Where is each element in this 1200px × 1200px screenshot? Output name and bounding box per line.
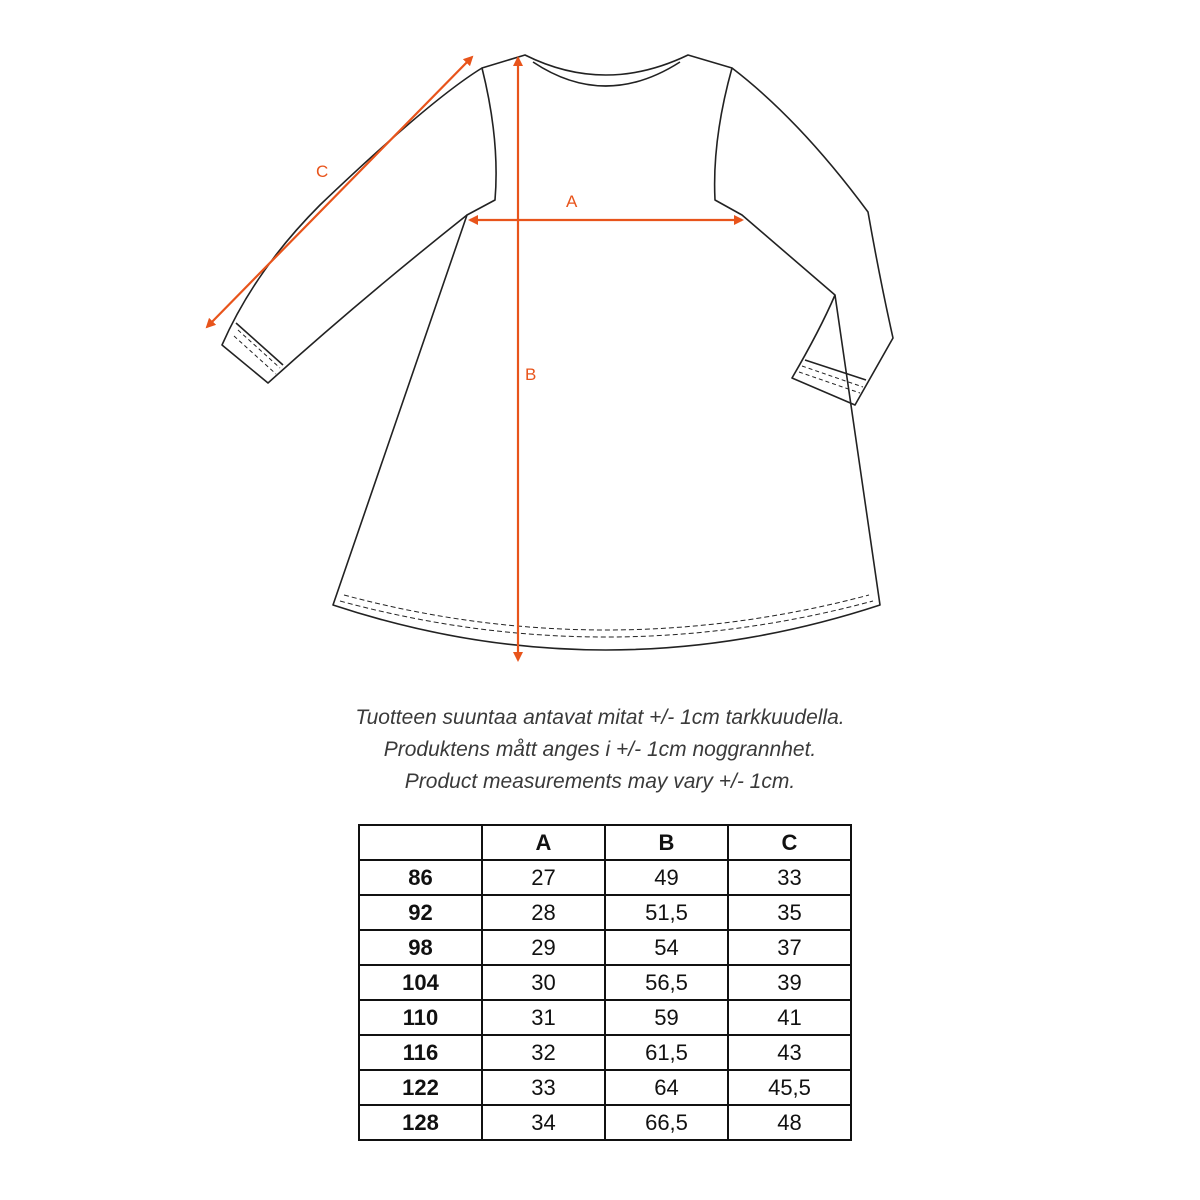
size-cell: 110 xyxy=(359,1000,482,1035)
table-row xyxy=(359,1000,851,1035)
value-cell-b: 59 xyxy=(605,1000,728,1035)
dress-outline xyxy=(222,55,893,650)
left-sleeve-outline xyxy=(222,68,482,383)
header-cell-a: A xyxy=(482,825,605,860)
value-cell-a: 29 xyxy=(482,930,605,965)
value-cell-a: 28 xyxy=(482,895,605,930)
hem-stitch-2 xyxy=(340,601,873,637)
label-c: C xyxy=(316,162,329,181)
label-b: B xyxy=(525,365,537,384)
value-cell-c: 48 xyxy=(728,1105,851,1140)
measurement-disclaimer xyxy=(0,702,1200,798)
size-cell: 104 xyxy=(359,965,482,1000)
value-cell-b: 64 xyxy=(605,1070,728,1105)
measurement-arrows xyxy=(207,57,742,660)
value-cell-b: 54 xyxy=(605,930,728,965)
value-cell-b: 61,5 xyxy=(605,1035,728,1070)
disclaimer-english: Product measurements may vary +/- 1cm. xyxy=(404,770,796,793)
dress-body-outline xyxy=(333,55,880,650)
value-cell-c: 35 xyxy=(728,895,851,930)
disclaimer-swedish: Produktens mått anges i +/- 1cm noggrannhet. xyxy=(383,738,817,761)
table-row xyxy=(359,1105,851,1140)
value-cell-a: 31 xyxy=(482,1000,605,1035)
hem-stitch-1 xyxy=(344,595,869,630)
disclaimer-finnish: Tuotteen suuntaa antavat mitat +/- 1cm tarkkuudella. xyxy=(355,706,845,729)
value-cell-a: 30 xyxy=(482,965,605,1000)
value-cell-c: 37 xyxy=(728,930,851,965)
value-cell-a: 34 xyxy=(482,1105,605,1140)
size-cell: 128 xyxy=(359,1105,482,1140)
header-cell-c: C xyxy=(728,825,851,860)
size-chart-table xyxy=(358,824,852,1141)
value-cell-c: 45,5 xyxy=(728,1070,851,1105)
neckline-band xyxy=(533,62,680,86)
value-cell-b: 56,5 xyxy=(605,965,728,1000)
size-cell: 98 xyxy=(359,930,482,965)
table-row xyxy=(359,860,851,895)
table-row xyxy=(359,1070,851,1105)
left-cuff-line xyxy=(236,323,283,365)
left-cuff-stitch-2 xyxy=(234,336,276,374)
left-cuff-stitch-1 xyxy=(238,330,280,368)
value-cell-c: 43 xyxy=(728,1035,851,1070)
header-cell-size xyxy=(359,825,482,860)
table-row xyxy=(359,930,851,965)
size-cell: 86 xyxy=(359,860,482,895)
value-cell-a: 32 xyxy=(482,1035,605,1070)
value-cell-b: 49 xyxy=(605,860,728,895)
arrow-c xyxy=(207,57,472,327)
table-row xyxy=(359,1035,851,1070)
value-cell-c: 39 xyxy=(728,965,851,1000)
value-cell-a: 33 xyxy=(482,1070,605,1105)
value-cell-c: 41 xyxy=(728,1000,851,1035)
label-a: A xyxy=(566,192,578,211)
value-cell-a: 27 xyxy=(482,860,605,895)
size-cell: 116 xyxy=(359,1035,482,1070)
size-cell: 92 xyxy=(359,895,482,930)
table-header-row xyxy=(359,825,851,860)
size-cell: 122 xyxy=(359,1070,482,1105)
header-cell-b: B xyxy=(605,825,728,860)
value-cell-c: 33 xyxy=(728,860,851,895)
table-row xyxy=(359,895,851,930)
right-sleeve-outline xyxy=(732,68,893,405)
value-cell-b: 51,5 xyxy=(605,895,728,930)
value-cell-b: 66,5 xyxy=(605,1105,728,1140)
table-row xyxy=(359,965,851,1000)
